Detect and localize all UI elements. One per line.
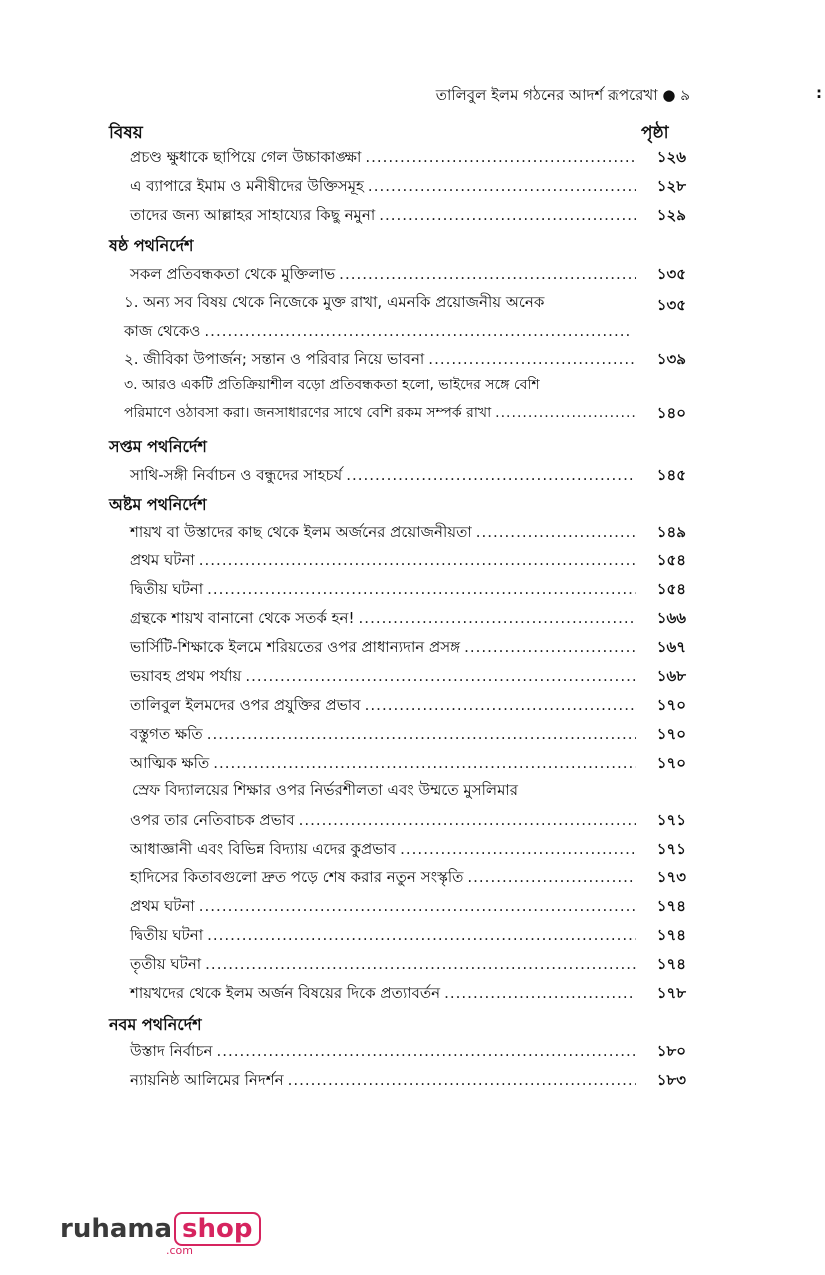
leader-dots xyxy=(368,176,636,196)
entry-title: বস্তুগত ক্ষতি xyxy=(130,725,203,743)
entry-title: এ ব্যাপারে ইমাম ও মনীষীদের উক্তিসমূহ xyxy=(130,177,364,195)
entry-page: ১৭০ xyxy=(656,696,686,714)
leader-dots xyxy=(245,666,636,686)
entry-title: আত্মিক ক্ষতি xyxy=(130,754,210,772)
leader-dots xyxy=(205,954,636,974)
toc-entry[interactable] xyxy=(130,724,686,744)
entry-title: সকল প্রতিবন্ধকতা থেকে মুক্তিলাভ xyxy=(130,265,336,283)
toc-entry-multiline[interactable] xyxy=(124,292,659,312)
logo-part-shop: shop xyxy=(174,1212,260,1246)
entry-page: ১৪০ xyxy=(656,404,686,422)
leader-dots xyxy=(199,896,636,916)
entry-title: পরিমাণে ওঠাবসা করা। জনসাধারণের সাথে বেশি রকম সম্পর্ক রাখা xyxy=(124,405,492,421)
entry-page: ১৭০ xyxy=(656,754,686,772)
leader-dots xyxy=(467,867,636,887)
logo-part-ruhama: ruhama xyxy=(60,1214,173,1244)
topic-column-heading: বিষয় xyxy=(109,123,143,143)
entry-page: ১৩৯ xyxy=(656,350,686,368)
toc-entry[interactable] xyxy=(130,753,686,773)
entry-title: আধাজ্ঞানী এবং বিভিন্ন বিদ্যায় এদের কুপ্রভাব xyxy=(130,840,397,858)
leader-dots xyxy=(288,1070,636,1090)
leader-dots xyxy=(346,465,636,485)
entry-page: ১৭৪ xyxy=(656,897,686,915)
entry-page: ১৪৯ xyxy=(656,523,686,541)
leader-dots xyxy=(207,925,636,945)
toc-entry-multiline[interactable] xyxy=(124,375,659,395)
entry-title: হাদিসের কিতাবগুলো দ্রুত পড়ে শেষ করার নতুন সংস্কৃতি xyxy=(130,868,464,886)
entry-page: ১৭৪ xyxy=(656,926,686,944)
entry-title: দ্বিতীয় ঘটনা xyxy=(130,926,204,944)
entry-line: ৩. আরও একটি প্রতিক্রিয়াশীল বড়ো প্রতিবন্ধকতা হলো, ভাইদের সঙ্গে বেশি xyxy=(124,377,540,393)
toc-entry[interactable] xyxy=(130,465,686,485)
entry-title: তাদের জন্য আল্লাহর সাহায্যের কিছু নমুনা xyxy=(130,206,376,224)
entry-page: ১৬৬ xyxy=(656,609,686,627)
toc-entry[interactable] xyxy=(130,579,686,599)
toc-entry[interactable] xyxy=(130,637,686,657)
leader-dots xyxy=(216,1041,636,1061)
entry-page: ১৩৫ xyxy=(656,265,686,283)
toc-entry[interactable] xyxy=(130,839,686,859)
entry-page: ১২৯ xyxy=(656,206,686,224)
leader-dots xyxy=(299,810,636,830)
entry-title: শায়খদের থেকে ইলম অর্জন বিষয়ের দিকে প্রত্যাবর্তন xyxy=(130,984,441,1002)
toc-entry[interactable] xyxy=(130,925,686,945)
ruhamashop-logo[interactable] xyxy=(60,1212,261,1246)
toc-entry-continuation[interactable] xyxy=(130,810,686,830)
entry-title: প্রথম ঘটনা xyxy=(130,551,195,569)
toc-entry[interactable] xyxy=(130,1070,686,1090)
entry-title: উস্তাদ নির্বাচন xyxy=(130,1042,213,1060)
entry-title: শায়খ বা উস্তাদের কাছ থেকে ইলম অর্জনের প্রয়োজনীয়তা xyxy=(130,523,472,541)
toc-entry-continuation[interactable] xyxy=(124,321,636,341)
entry-page: ১৩৫ xyxy=(656,296,686,314)
leader-dots xyxy=(428,349,636,369)
entry-page: ১৭৩ xyxy=(656,868,686,886)
section-heading: নবম পথনির্দেশ xyxy=(109,1015,202,1034)
entry-page: ১৭০ xyxy=(656,725,686,743)
entry-title: ভয়াবহ প্রথম পর্যায় xyxy=(130,667,242,685)
entry-title: প্রথম ঘটনা xyxy=(130,897,195,915)
entry-title: ২. জীবিকা উপার্জন; সন্তান ও পরিবার নিয়ে ভাবনা xyxy=(124,350,425,368)
toc-entry-multiline[interactable] xyxy=(132,780,657,800)
entry-page: ১৭৮ xyxy=(656,984,686,1002)
leader-dots xyxy=(464,637,636,657)
toc-entry[interactable] xyxy=(130,176,686,196)
toc-entry[interactable] xyxy=(124,349,686,369)
toc-entry[interactable] xyxy=(130,896,686,916)
edge-mark: : xyxy=(816,84,822,102)
section-heading: সপ্তম পথনির্দেশ xyxy=(109,437,207,456)
section-heading: ষষ্ঠ পথনির্দেশ xyxy=(109,236,194,255)
entry-title: কাজ থেকেও xyxy=(124,322,201,340)
section-heading: অষ্টম পথনির্দেশ xyxy=(109,495,207,514)
entry-page: ১৭৪ xyxy=(656,955,686,973)
entry-page: ১৬৮ xyxy=(656,667,686,685)
toc-entry[interactable] xyxy=(130,1041,686,1061)
leader-dots xyxy=(495,403,636,423)
toc-entry[interactable] xyxy=(130,264,686,284)
leader-dots xyxy=(339,264,636,284)
entry-line: ১. অন্য সব বিষয় থেকে নিজেকে মুক্ত রাখা, এমনকি প্রয়োজনীয় অনেক xyxy=(124,293,545,311)
entry-title: ন্যায়নিষ্ঠ আলিমের নিদর্শন xyxy=(130,1071,284,1089)
toc-entry[interactable] xyxy=(130,608,686,628)
entry-page: ১২৬ xyxy=(656,148,686,166)
leader-dots xyxy=(204,321,632,341)
leader-dots xyxy=(213,753,636,773)
entry-title: তালিবুল ইলমদের ওপর প্রযুক্তির প্রভাব xyxy=(130,696,361,714)
toc-entry[interactable] xyxy=(130,147,686,167)
entry-title: ওপর তার নেতিবাচক প্রভাব xyxy=(130,811,295,829)
leader-dots xyxy=(365,695,636,715)
running-header: তালিবুল ইলম গঠনের আদর্শ রূপরেখা ● ৯ xyxy=(435,86,690,104)
entry-page: ১৬৭ xyxy=(656,638,686,656)
leader-dots xyxy=(365,147,636,167)
entry-page: ১৮৩ xyxy=(656,1071,686,1089)
leader-dots xyxy=(199,550,636,570)
logo-domain-suffix: .com xyxy=(166,1244,193,1257)
entry-page: ১৫৪ xyxy=(656,551,686,569)
toc-entry[interactable] xyxy=(130,695,686,715)
toc-entry[interactable] xyxy=(130,550,686,570)
page-column-heading: পৃষ্ঠা xyxy=(641,123,669,143)
entry-page: ১৭১ xyxy=(656,840,686,858)
entry-page: ১৫৪ xyxy=(656,580,686,598)
toc-entry[interactable] xyxy=(130,522,686,542)
leader-dots xyxy=(207,724,636,744)
entry-page: ১৪৫ xyxy=(656,466,686,484)
toc-entry-continuation[interactable] xyxy=(124,403,686,423)
leader-dots xyxy=(359,608,636,628)
entry-title: গ্রন্থকে শায়খ বানানো থেকে সতর্ক হন! xyxy=(130,609,355,627)
leader-dots xyxy=(444,983,636,1003)
toc-entry[interactable] xyxy=(130,983,686,1003)
entry-page: ১৭১ xyxy=(656,811,686,829)
toc-entry[interactable] xyxy=(130,666,686,686)
entry-title: প্রচণ্ড ক্ষুধাকে ছাপিয়ে গেল উচ্চাকাঙ্ক্ষা xyxy=(130,148,362,166)
entry-title: সাথি-সঙ্গী নির্বাচন ও বন্ধুদের সাহচর্য xyxy=(130,466,343,484)
toc-entry[interactable] xyxy=(130,205,686,225)
leader-dots xyxy=(476,522,636,542)
entry-title: তৃতীয় ঘটনা xyxy=(130,955,202,973)
entry-line: স্রেফ বিদ্যালয়ের শিক্ষার ওপর নির্ভরশীলতা এবং উম্মতে মুসলিমার xyxy=(132,781,519,799)
entry-page: ১২৮ xyxy=(656,177,686,195)
leader-dots xyxy=(400,839,636,859)
entry-title: দ্বিতীয় ঘটনা xyxy=(130,580,204,598)
entry-page: ১৮০ xyxy=(656,1042,686,1060)
toc-entry[interactable] xyxy=(130,867,686,887)
leader-dots xyxy=(207,579,636,599)
toc-entry[interactable] xyxy=(130,954,686,974)
entry-title: ভার্সিটি-শিক্ষাকে ইলমে শরিয়তের ওপর প্রাধান্যদান প্রসঙ্গ xyxy=(130,638,461,656)
leader-dots xyxy=(379,205,636,225)
